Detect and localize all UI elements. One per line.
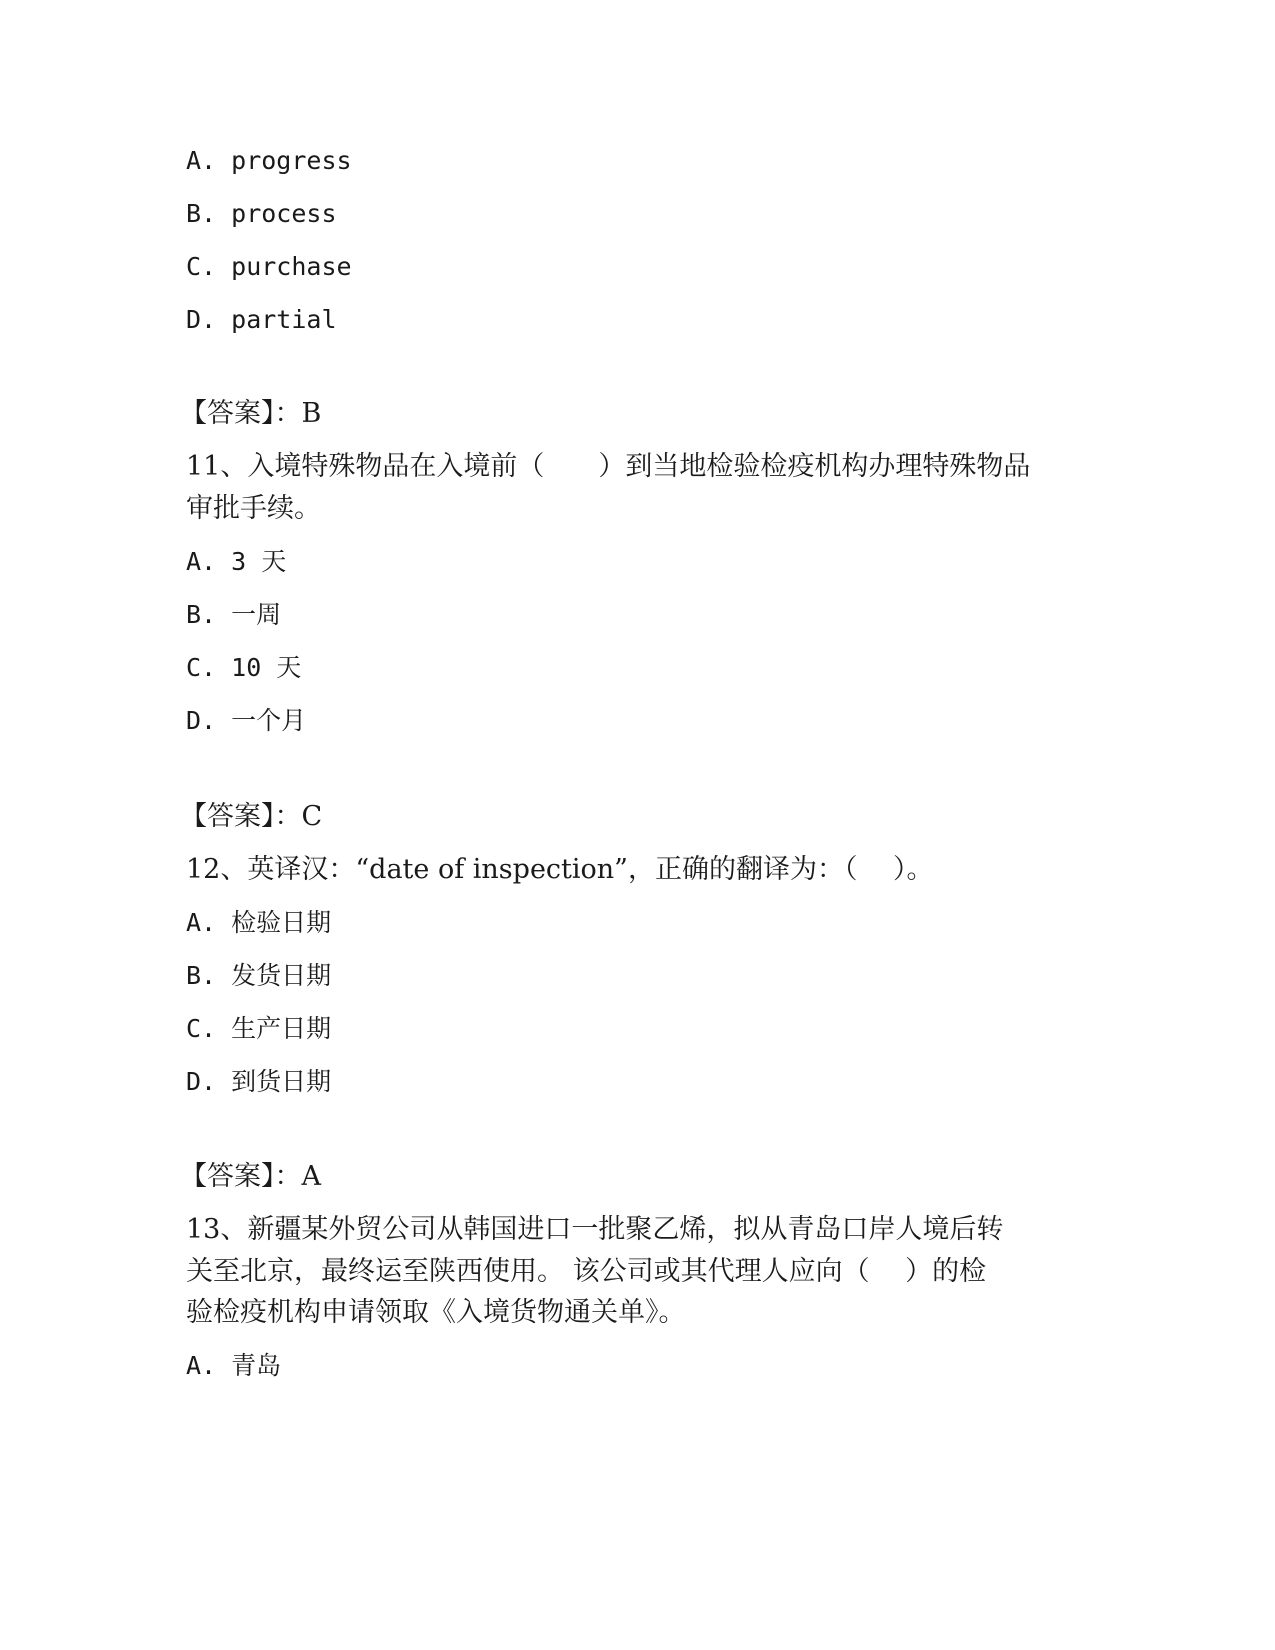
question-text-line: 验检疫机构申请领取《入境货物通关单》。 bbox=[186, 1297, 686, 1328]
option-d: D. 一个月 bbox=[186, 706, 307, 735]
option-c: C. 10 天 bbox=[186, 653, 302, 682]
question-text-line: 11、入境特殊物品在入境前（ ）到当地检验检疫机构办理特殊物品 bbox=[186, 451, 1031, 482]
option-b: B. process bbox=[186, 199, 337, 228]
option-a: A. 检验日期 bbox=[186, 908, 332, 937]
question-text-line: 关至北京，最终运至陕西使用。 该公司或其代理人应向（ ）的检 bbox=[186, 1256, 987, 1287]
answer-line: 【答案】：A bbox=[180, 1161, 321, 1192]
answer-line: 【答案】：B bbox=[180, 398, 322, 429]
option-c: C. purchase bbox=[186, 252, 352, 281]
option-a: A. progress bbox=[186, 146, 352, 175]
option-b: B. 发货日期 bbox=[186, 961, 332, 990]
question-text-line: 12、英译汉：“date of inspection”，正确的翻译为：（ ）。 bbox=[186, 854, 934, 885]
option-d: D. partial bbox=[186, 305, 337, 334]
question-text-line: 审批手续。 bbox=[186, 493, 321, 524]
option-d: D. 到货日期 bbox=[186, 1067, 332, 1096]
answer-line: 【答案】：C bbox=[180, 801, 323, 832]
option-a: A. 青岛 bbox=[186, 1351, 282, 1380]
option-c: C. 生产日期 bbox=[186, 1014, 332, 1043]
option-a: A. 3 天 bbox=[186, 547, 287, 576]
question-text-line: 13、新疆某外贸公司从韩国进口一批聚乙烯，拟从青岛口岸人境后转 bbox=[186, 1214, 1004, 1245]
option-b: B. 一周 bbox=[186, 600, 282, 629]
